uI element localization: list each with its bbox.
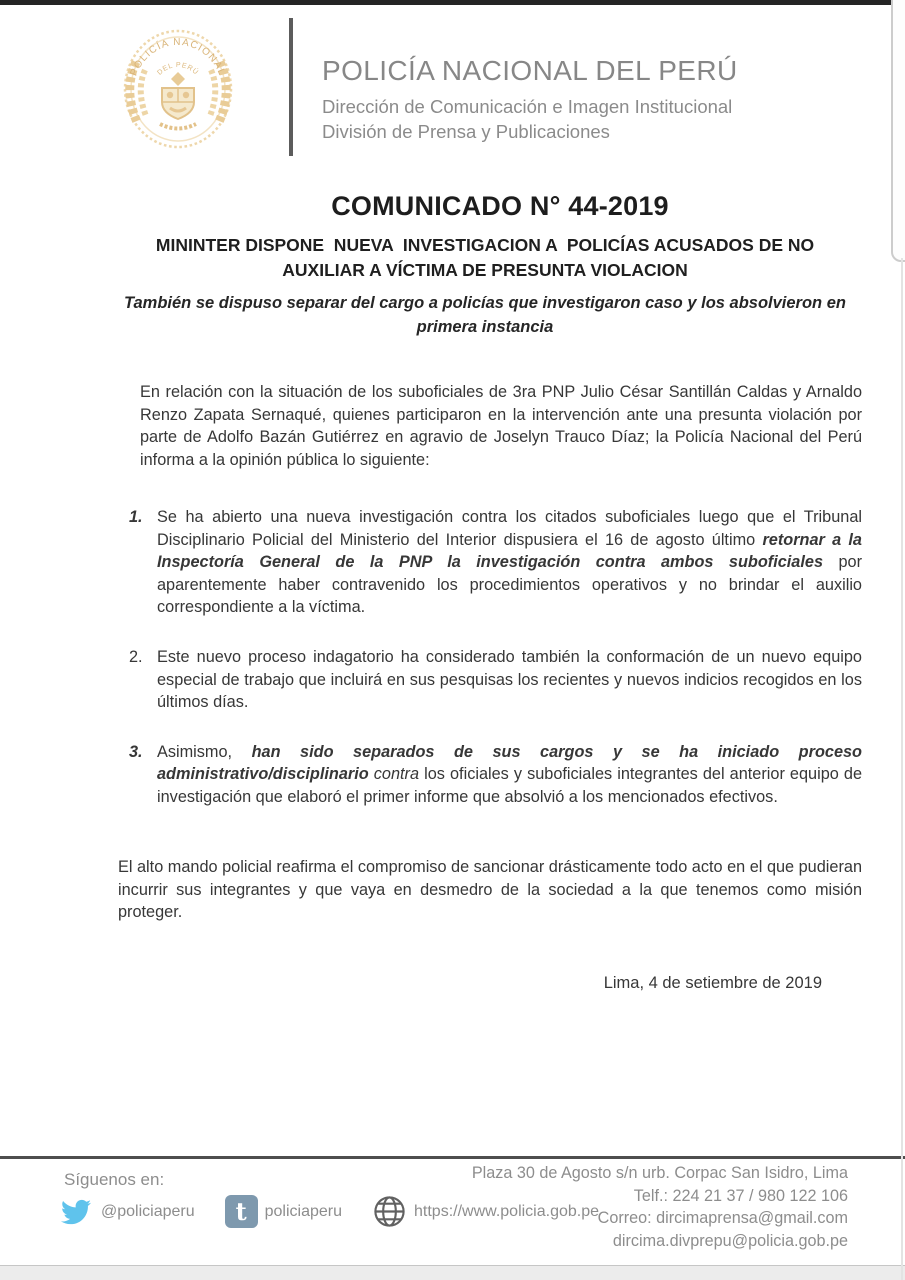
doc-title: COMUNICADO N° 44-2019 [331,191,669,221]
tumblr-letter: t [235,1196,247,1226]
list-item-3 [129,741,862,809]
header-divider [289,18,293,156]
contact-phone: Telf.: 224 21 37 / 980 122 106 [633,1186,848,1205]
scrollbar-track[interactable] [901,258,903,1280]
list-text-2: Este nuevo proceso indagatorio ha considerado también la conformación de un nuevo equipo especial de trabajo que incluirá en sus pesquisas los recientes y nuevos indicios recogidos en los últimos días. [157,647,862,712]
scan-bottom-strip [0,1265,905,1280]
doc-subheadline: También se dispuso separar del cargo a policías que investigaron caso y los absolvieron en primera instancia [124,294,846,336]
contact-email-2: dircima.divprepu@policia.gob.pe [612,1231,848,1250]
social-item-twitter [58,1197,195,1227]
list-text-3: Asimismo, han sido separados de sus cargos y se ha iniciado proceso administrativo/disciplinario contra los oficiales y suboficiales integrantes del anterior equipo de investigación que elaboró el primer informe que absolvió a los mencionados efectivos. [157,742,862,806]
website-url: https://www.policia.gob.pe [414,1202,600,1220]
doc-headline: MININTER DISPONE NUEVA INVESTIGACION A POLICÍAS ACUSADOS DE NO AUXILIAR A VÍCTIMA DE PRESUNTA VIOLACION [155,235,819,280]
scan-top-bar [0,0,905,5]
letterhead [322,55,738,144]
dept-line-1: Dirección de Comunicación e Imagen Institucional [322,96,733,117]
footer-divider [0,1156,905,1159]
list-item-2 [129,646,862,714]
contact-email-1: Correo: dircimaprensa@gmail.com [597,1209,848,1227]
logo-arc-text-bottom: DEL PERÚ [156,61,200,77]
list-marker-3: 3. [129,742,143,761]
list-marker-2: 2. [129,647,143,666]
dept-line-2: División de Prensa y Publicaciones [322,121,610,142]
dateline: Lima, 4 de setiembre de 2019 [603,974,822,992]
closing-paragraph: El alto mando policial reafirma el compromiso de sancionar drásticamente todo acto en el que pudieran incurrir sus integrantes y que vaya en desmedro de la sociedad a la que tenemos como misión proteger. [118,858,862,922]
org-title: POLICÍA NACIONAL DEL PERÚ [322,55,738,86]
list-text-1: Se ha abierto una nueva investigación contra los citados suboficiales luego que el Tribunal Disciplinario Policial del Ministerio del Interior dispusiera el 16 de agosto último retornar a la Inspectoría General de la PNP la investigación contra ambos suboficiales por aparentemente haber contravenido los procedimientos operativos y no brindar el auxilio correspondiente a la víctima. [157,508,862,617]
twitter-handle: @policiaperu [101,1202,195,1220]
follow-us-label: Síguenos en: [64,1170,165,1189]
list-marker-1: 1. [129,508,143,526]
tumblr-icon [225,1195,258,1228]
twitter-icon [58,1197,94,1227]
contact-block [472,1162,848,1252]
list-item-1 [129,506,862,619]
tumblr-handle: policiaperu [264,1202,343,1220]
numbered-list [129,506,862,809]
intro-paragraph: En relación con la situación de los suboficiales de 3ra PNP Julio César Santillán Caldas y Arnaldo Renzo Zapata Sernaqué, quienes participaron en la intervención ante una presunta violación por parte de Adolfo Bazán Gutiérrez en agravio de Joselyn Trauco Díaz; la Policía Nacional del Perú informa a la opinión pública lo siguiente: [140,383,862,469]
logo-arc-text-top: POLICÍA NACIONAL [128,36,228,78]
scrollbar-thumb[interactable] [891,0,905,262]
globe-icon [372,1194,407,1229]
pnp-emblem-logo [112,20,244,154]
contact-address: Plaza 30 de Agosto s/n urb. Corpac San Isidro, Lima [471,1164,848,1182]
social-item-tumblr [225,1195,342,1228]
